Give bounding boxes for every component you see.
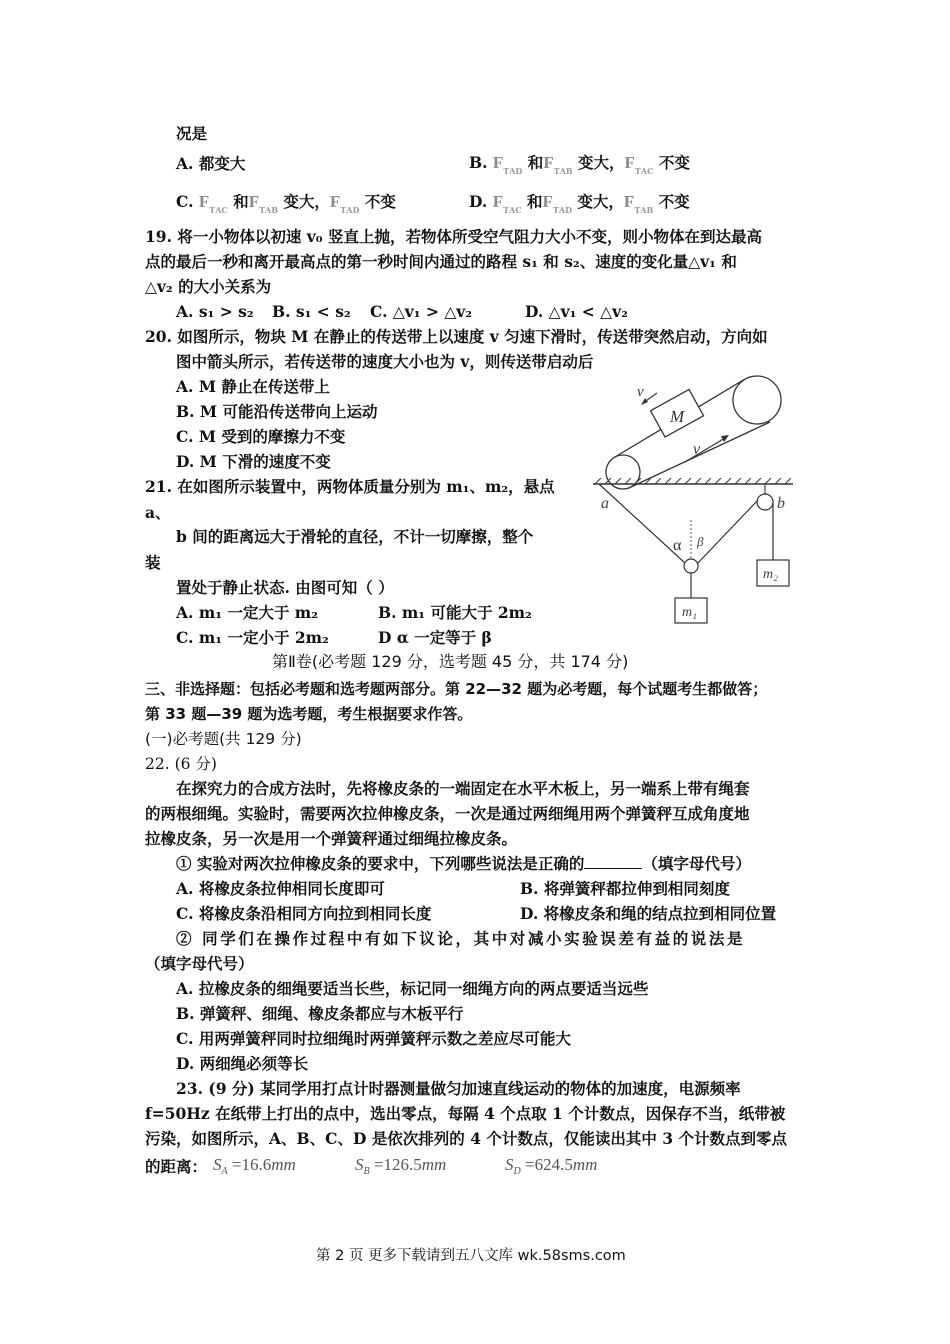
part2-title: 第Ⅱ卷(必考题 129 分，选考题 45 分，共 174 分)	[272, 652, 629, 671]
q22-2-option-a: A. 拉橡皮条的细绳要适当长些，标记同一细绳方向的两点要适当远些	[176, 979, 649, 998]
q20-option-c: C. M 受到的摩擦力不变	[176, 427, 346, 446]
q21-line-3: b 间的距离远大于滑轮的直径，不计一切摩擦，整个	[176, 527, 534, 546]
arrow-head-up	[721, 435, 729, 442]
q18-option-d: D. $F_{TAC}$ 和$F_{TAD}$ 变大，$F_{TAB}$ 不变	[469, 192, 690, 215]
q18-option-b: B. $F_{TAD}$ 和$F_{TAB}$ 变大，$F_{TAC}$ 不变	[469, 153, 690, 176]
q18-option-c: C. $F_{TAC}$ 和$F_{TAB}$ 变大，$F_{TAD}$ 不变	[176, 192, 396, 215]
q19-option-b: B. s₁ < s₂	[272, 302, 351, 321]
q22-subq-2: ② 同学们在操作过程中有如下议论，其中对减小实验误差有益的说法是	[176, 929, 746, 948]
q22-2-option-b: B. 弹簧秤、细绳、橡皮条都应与木板平行	[176, 1004, 464, 1023]
velocity-label-top: v	[637, 384, 644, 400]
q20-option-a: A. M 静止在传送带上	[176, 377, 330, 396]
q22-1-option-a: A. 将橡皮条拉伸相同长度即可	[176, 879, 385, 898]
section-title: (一)必考题(共 129 分)	[145, 730, 302, 748]
q21-option-a: A. m₁ 一定大于 m₂	[176, 603, 318, 622]
q23-line-4: 的距离：	[145, 1157, 208, 1176]
part2-instruction-1: 三、非选择题：包括必考题和选考题两部分。第 22—32 题为必考题，每个试题考生都做答；	[145, 680, 768, 698]
q20-option-d: D. M 下滑的速度不变	[176, 452, 331, 471]
velocity-label-belt: v	[693, 441, 701, 458]
q22-para-3: 拉橡皮条，另一次是用一个弹簧秤通过细绳拉橡皮条。	[145, 829, 518, 848]
mass-m2-label: m₂	[763, 567, 778, 582]
q19-line-2: 点的最后一秒和离开最高点的第一秒时间内通过的路程 s₁ 和 s₂、速度的变化量△v₁ 和	[145, 252, 737, 271]
q19-option-a: A. s₁ > s₂	[176, 302, 254, 321]
q20-option-b: B. M 可能沿传送带向上运动	[176, 402, 378, 421]
q22-subq-2-end: （填字母代号）	[145, 954, 254, 973]
q22-number: 22. (6 分)	[145, 755, 217, 773]
q22-para-2: 的两根细绳。实验时，需要两次拉伸橡皮条，一次是通过两细绳用两个弹簧秤互成角度地	[145, 804, 750, 823]
upper-roller	[733, 376, 781, 424]
q23-line-2: f=50Hz 在纸带上打出的点中，选出零点，每隔 4 个点取 1 个计数点，因保存不当，纸带被	[145, 1104, 786, 1123]
beta-label: β	[697, 534, 704, 549]
ceiling-hatch	[595, 478, 791, 484]
q19-option-d: D. △v₁ < △v₂	[525, 302, 628, 321]
q21-option-b: B. m₁ 可能大于 2m₂	[378, 603, 532, 622]
pulley-figure	[585, 478, 805, 628]
page-footer: 第 2 页 更多下载请到五八文库 wk.58sms.com	[316, 1248, 626, 1264]
q19-option-c: C. △v₁ > △v₂	[370, 302, 473, 321]
q20-line-1: 20. 如图所示，物块 M 在静止的传送带上以速度 v 匀速下滑时，传送带突然启动，方向如	[145, 327, 768, 346]
q22-2-option-d: D. 两细绳必须等长	[176, 1054, 309, 1073]
q21-option-d: D α 一定等于 β	[378, 628, 492, 647]
q22-1-option-c: C. 将橡皮条沿相同方向拉到相同长度	[176, 904, 432, 923]
conveyor-belt-figure	[585, 372, 805, 492]
answer-blank	[584, 854, 642, 869]
point-a-label: a	[601, 495, 609, 512]
distance-sb: $S_B =126.5mm$	[355, 1155, 447, 1177]
q20-line-2: 图中箭头所示，若传送带的速度大小也为 v，则传送带启动后	[176, 352, 594, 371]
q21-line-2: a、	[145, 503, 171, 522]
mass-m1-label: m₁	[682, 605, 697, 620]
q22-para-1: 在探究力的合成方法时，先将橡皮条的一端固定在水平木板上，另一端系上带有绳套	[176, 779, 750, 798]
rope-right	[697, 500, 758, 564]
moving-pulley	[684, 559, 698, 573]
q19-line-3: △v₂ 的大小关系为	[145, 277, 272, 296]
q21-line-4: 装	[145, 553, 161, 572]
q23-line-3: 污染，如图所示，A、B、C、D 是依次排列的 4 个计数点，仅能读出其中 3 个计数点到零点	[145, 1129, 787, 1148]
q23-line-1: 23. (9 分) 某同学用打点计时器测量做匀加速直线运动的物体的加速度，电源频率	[176, 1079, 741, 1098]
block-m-label: M	[670, 407, 685, 426]
point-b-label: b	[777, 495, 785, 512]
q18-continuation: 况是	[176, 124, 208, 143]
alpha-label: α	[673, 537, 682, 554]
distance-sa: $S_A =16.6mm$	[213, 1155, 296, 1177]
q18-option-a: A. 都变大	[176, 154, 246, 173]
part2-instruction-2: 第 33 题—39 题为选考题，考生根据要求作答。	[145, 705, 473, 723]
q22-2-option-c: C. 用两弹簧秤同时拉细绳时两弹簧秤示数之差应尽可能大	[176, 1029, 571, 1048]
q21-line-5: 置处于静止状态. 由图可知（ ）	[176, 578, 394, 597]
q22-1-option-d: D. 将橡皮条和绳的结点拉到相同位置	[520, 904, 777, 923]
q22-1-option-b: B. 将弹簧秤都拉伸到相同刻度	[520, 879, 730, 898]
q21-line-1: 21. 在如图所示装置中，两物体质量分别为 m₁、m₂，悬点	[145, 477, 555, 496]
q21-option-c: C. m₁ 一定小于 2m₂	[176, 628, 329, 647]
fixed-pulley	[757, 494, 773, 510]
distance-sd: $S_D =624.5mm$	[505, 1155, 598, 1177]
q22-subq-1: ① 实验对两次拉伸橡皮条的要求中，下列哪些说法是正确的 （填字母代号）	[176, 854, 751, 873]
q19-line-1: 19. 将一小物体以初速 v₀ 竖直上抛，若物体所受空气阻力大小不变，则小物体在到达最高	[145, 227, 762, 246]
